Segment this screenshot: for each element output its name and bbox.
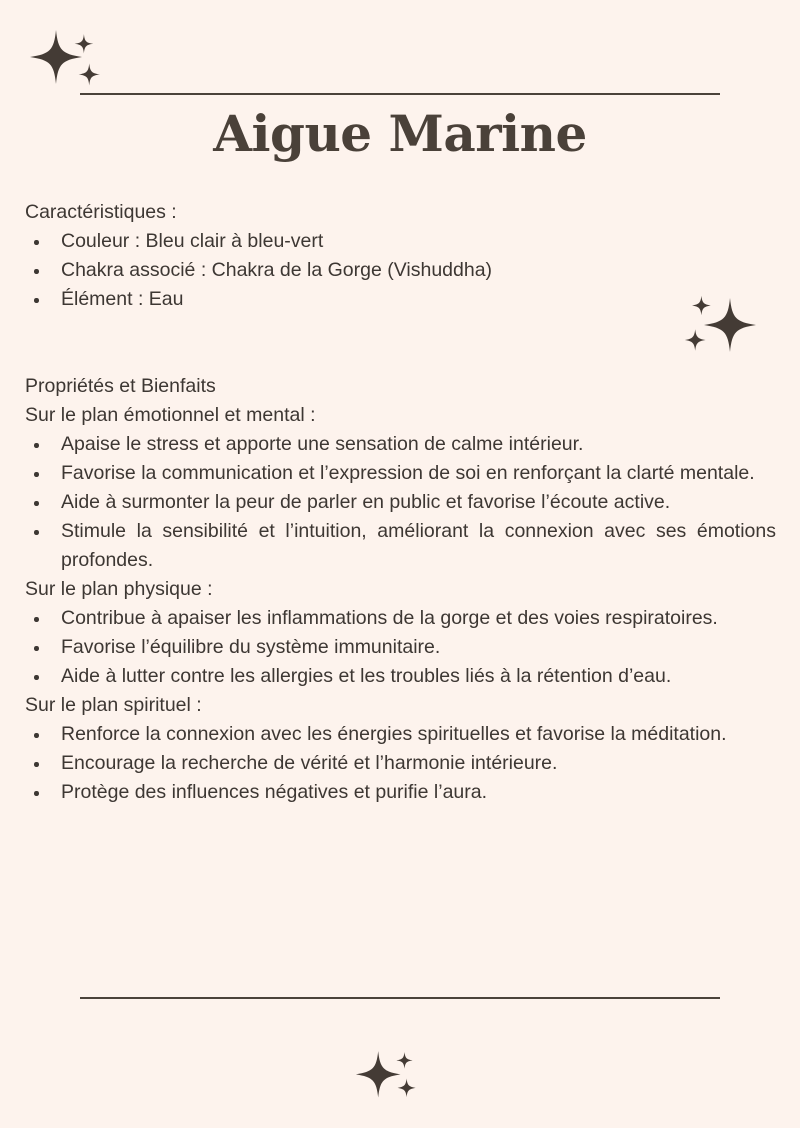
section-heading-emotional: Sur le plan émotionnel et mental :: [25, 404, 316, 426]
list-item: Renforce la connexion avec les énergies spirituelles et favorise la méditation.: [25, 720, 776, 749]
page-title: Aigue Marine: [213, 104, 587, 163]
list-item: Chakra associé : Chakra de la Gorge (Vishuddha): [25, 256, 776, 285]
characteristics-list: [25, 227, 776, 314]
list-item: Élément : Eau: [25, 285, 776, 314]
sparkle-cluster-icon-bottom: [348, 1044, 428, 1110]
list-item: Favorise la communication et l’expression de soi en renforçant la clarté mentale.: [25, 459, 776, 488]
section-heading-physical: Sur le plan physique :: [25, 578, 213, 600]
list-item: Encourage la recherche de vérité et l’harmonie intérieure.: [25, 749, 776, 778]
document-body: [25, 198, 776, 807]
divider-bottom: [80, 997, 720, 999]
list-item: Aide à surmonter la peur de parler en public et favorise l’écoute active.: [25, 488, 776, 517]
list-item: Favorise l’équilibre du système immunitaire.: [25, 633, 776, 662]
list-item: Stimule la sensibilité et l’intuition, améliorant la connexion avec ses émotions profondes.: [25, 517, 776, 575]
properties-heading: Propriétés et Bienfaits: [25, 375, 216, 397]
section-heading-spiritual: Sur le plan spirituel :: [25, 694, 202, 716]
list-item: Protège des influences négatives et purifie l’aura.: [25, 778, 776, 807]
list-item: Contribue à apaiser les inflammations de la gorge et des voies respiratoires.: [25, 604, 776, 633]
list-item: Aide à lutter contre les allergies et les troubles liés à la rétention d’eau.: [25, 662, 776, 691]
characteristics-heading: Caractéristiques :: [25, 201, 177, 223]
properties-list-spiritual: [25, 720, 776, 807]
list-item: Couleur : Bleu clair à bleu-vert: [25, 227, 776, 256]
properties-list-physical: [25, 604, 776, 691]
section-spacer: [25, 314, 776, 372]
properties-list-emotional: [25, 430, 776, 575]
sparkle-cluster-icon-top-left: [22, 24, 108, 98]
list-item: Apaise le stress et apporte une sensation de calme intérieur.: [25, 430, 776, 459]
divider-top: [80, 93, 720, 95]
